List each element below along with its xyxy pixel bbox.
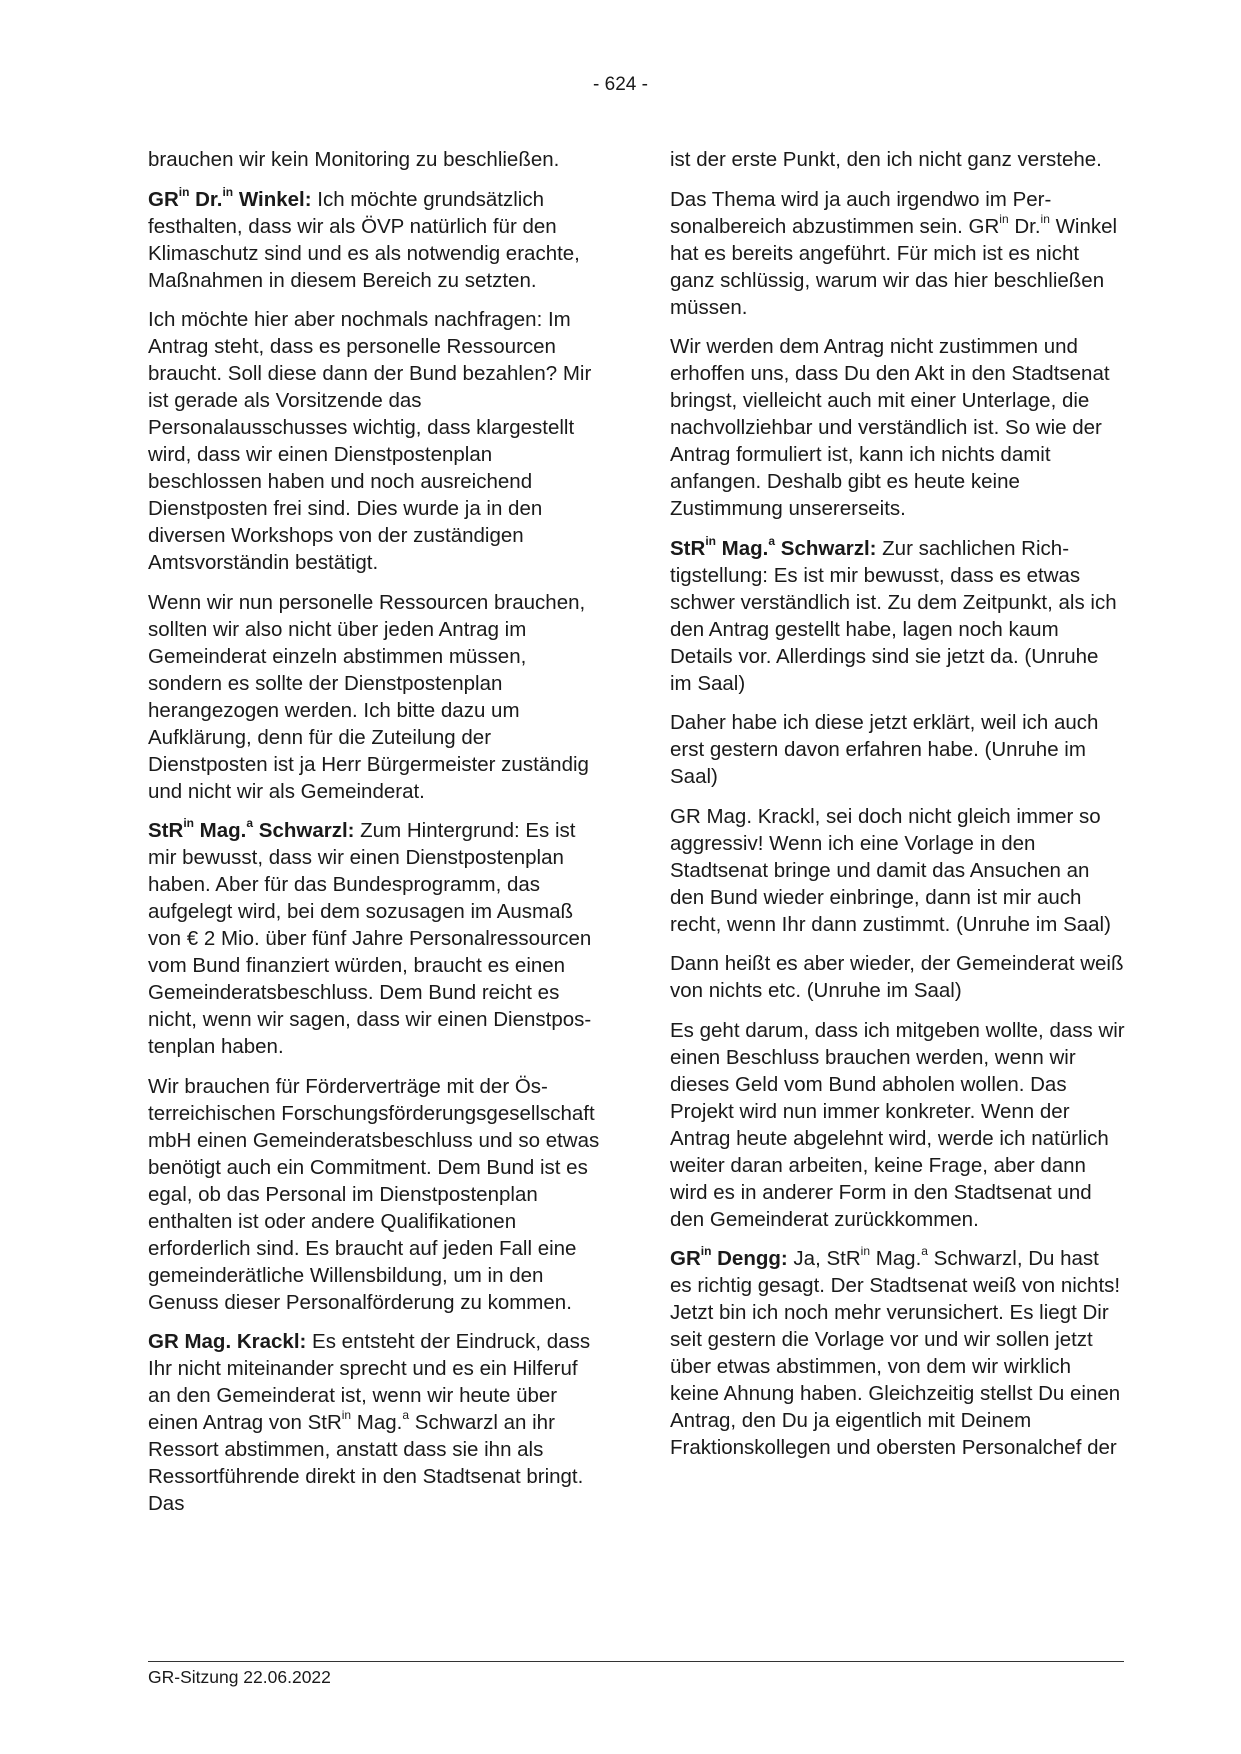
- speaker-name: GR Mag. Krackl:: [148, 1330, 307, 1353]
- footer-session: GR-Sitzung 22.06.2022: [148, 1667, 331, 1687]
- speech-text: Zum Hintergrund: Es ist mir bewusst, dass wir einen Dienstpostenplan haben. Aber für das Bundesprogramm, das aufgelegt wird, bei dem sozusagen im Ausmaß von € 2 Mio. über fünf Jahre Personalressourcen vom Bund finanziert würden, braucht es einen Gemeinderatsbeschluss. Dem Bund reicht es nicht, wenn wir sagen, dass wir einen Dienstpostenplan haben.: [148, 819, 592, 1058]
- paragraph: Dann heißt es aber wieder, der Gemeinderat weiß von nichts etc. (Unruhe im Saal): [670, 952, 1124, 1002]
- paragraph: Wir werden dem Antrag nicht zustimmen und erhoffen uns, dass Du den Akt in den Stadtsenat bringst, vielleicht auch mit einer Unterlage, die nachvollziehbar und verständlich ist. So wie der Antrag formuliert ist, kann ich nichts damit anfangen. Deshalb gibt es heute keine Zustimmung unsererseits.: [670, 335, 1110, 520]
- paragraph: Das Thema wird ja auch irgendwo im Personalbereich abzustimmen sein. $GR^{in}$ Dr.$^{in}$ Winkel hat es bereits angeführt. Für mich ist es nicht ganz schlüssig, warum wir das hier beschließen müssen.: [670, 187, 1118, 319]
- speech-krackl: GR Mag. Krackl: Es entsteht der Eindruck, dass Ihr nicht miteinander sprecht und es ein Hilferuf an den Gemeinderat ist, wenn wir heute über einen Antrag von StR$^{in}$ Mag.$^a$ Schwarzl an ihr Ressort abstimmen, anstatt dass sie ihn als Ressortführende direkt in den Stadtsenat bringt. Das: [148, 1330, 591, 1515]
- right-column: [670, 148, 1125, 1474]
- paragraph: Daher habe ich diese jetzt erklärt, weil ich auch erst gestern davon erfahren habe. (Unruhe im Saal): [670, 711, 1099, 788]
- left-column: [148, 148, 603, 1530]
- speaker-name: StR$^{in}$ Mag.$^a$ Schwarzl:: [670, 533, 877, 560]
- paragraph: brauchen wir kein Monitoring zu beschließen.: [148, 148, 560, 171]
- speech-winkel: [148, 186, 603, 294]
- person-reference: StR$^{in}$ Mag.$^a$: [307, 1408, 410, 1434]
- person-reference: StR$^{in}$ Mag.$^a$: [826, 1244, 928, 1270]
- speech-dengg: $GR^{in}$ Dengg: Ja, StR$^{in}$ Mag.$^a$ Schwarzl, Du hast es richtig gesagt. Der Stadtsenat weiß von nichts! Jetzt bin ich noch mehr verunsichert. Es liegt Dir seit gestern die Vorlage vor und wir sollen jetzt über etwas abstimmen, von dem wir wirklich keine Ahnung haben. Gleichzeitig stellst Du einen Antrag, den Du ja eigentlich mit Deinem Fraktionskollegen und obersten Personalchef der: [670, 1244, 1121, 1459]
- speech-schwarzl: [670, 535, 1125, 697]
- speech-text: Zur sachlichen Richtigstellung: Es ist mir bewusst, dass es etwas schwer verständlich ist. Zu dem Zeitpunkt, als ich den Antrag gestellt habe, lagen noch kaum Details vor. Allerdings sind sie jetzt da. (Unruhe im Saal): [670, 536, 1117, 695]
- paragraph: Wenn wir nun personelle Ressourcen brauchen, sollten wir also nicht über jeden Antrag im Gemeinderat einzeln abstimmen müssen, sondern es sollte der Dienstpostenplan herangezogen werden. Ich bitte dazu um Aufklärung, denn für die Zuteilung der Dienstposten ist ja Herr Bürgermeister zuständig und nicht wir als Gemeinderat.: [148, 590, 589, 803]
- person-reference: $GR^{in}$ Dr.$^{in}$: [968, 211, 1050, 238]
- paragraph: Ich möchte hier aber nochmals nachfragen: Im Antrag steht, dass es personelle Ressourcen braucht. Soll diese dann der Bund bezahlen? Mir ist gerade als Vorsitzende das Personalausschusses wichtig, dass klargestellt wird, dass wir einen Dienstpostenplan beschlossen haben und noch ausreichend Dienstposten frei sind. Dies wurde ja in den diversen Workshops von der zuständigen Amtsvorständin bestätigt.: [148, 308, 592, 574]
- speech-schwarzl: [148, 817, 603, 1060]
- speaker-name: $GR^{in}$ Dengg:: [670, 1244, 788, 1270]
- speech-text: Ich möchte grundsätzlich festhalten, dass wir als ÖVP natürlich für den Klimaschutz sind und es als notwendig erachte, Maßnahmen in diesem Bereich zu setzten.: [148, 187, 580, 292]
- paragraph: Wir brauchen für Förderverträge mit der Österreichischen Forschungsförderungsgesellschaft mbH einen Gemeinderatsbeschluss und so etwas benötigt auch ein Commitment. Dem Bund ist es egal, ob das Personal im Dienstpostenplan enthalten ist oder andere Qualifikationen erforderlich sind. Es braucht auf jeden Fall eine gemeinderätliche Willensbildung, um in den Genuss dieser Personalförderung zu kommen.: [148, 1074, 600, 1314]
- speaker-name: StR$^{in}$ Mag.$^a$ Schwarzl:: [148, 816, 355, 842]
- footer-divider: [148, 1661, 1124, 1662]
- paragraph: ist der erste Punkt, den ich nicht ganz verstehe.: [670, 148, 1102, 171]
- paragraph: GR Mag. Krackl, sei doch nicht gleich immer so aggressiv! Wenn ich eine Vorlage in den Stadtsenat bringe und damit das Ansuchen an den Bund wieder einbringe, dann ist mir auch recht, wenn Ihr dann zustimmt. (Unruhe im Saal): [670, 804, 1111, 936]
- paragraph: Es geht darum, dass ich mitgeben wollte, dass wir einen Beschluss brauchen werden, wenn wir dieses Geld vom Bund abholen wollen. Das Projekt wird nun immer konkreter. Wenn der Antrag heute abgelehnt wird, werde ich natürlich weiter daran arbeiten, keine Frage, aber dann wird es in anderer Form in den Stadtsenat und den Gemeinderat zurückkommen.: [670, 1018, 1125, 1231]
- speaker-name: $GR^{in}$ Dr.$^{in}$ Winkel:: [148, 184, 312, 211]
- page-number: - 624 -: [593, 74, 648, 95]
